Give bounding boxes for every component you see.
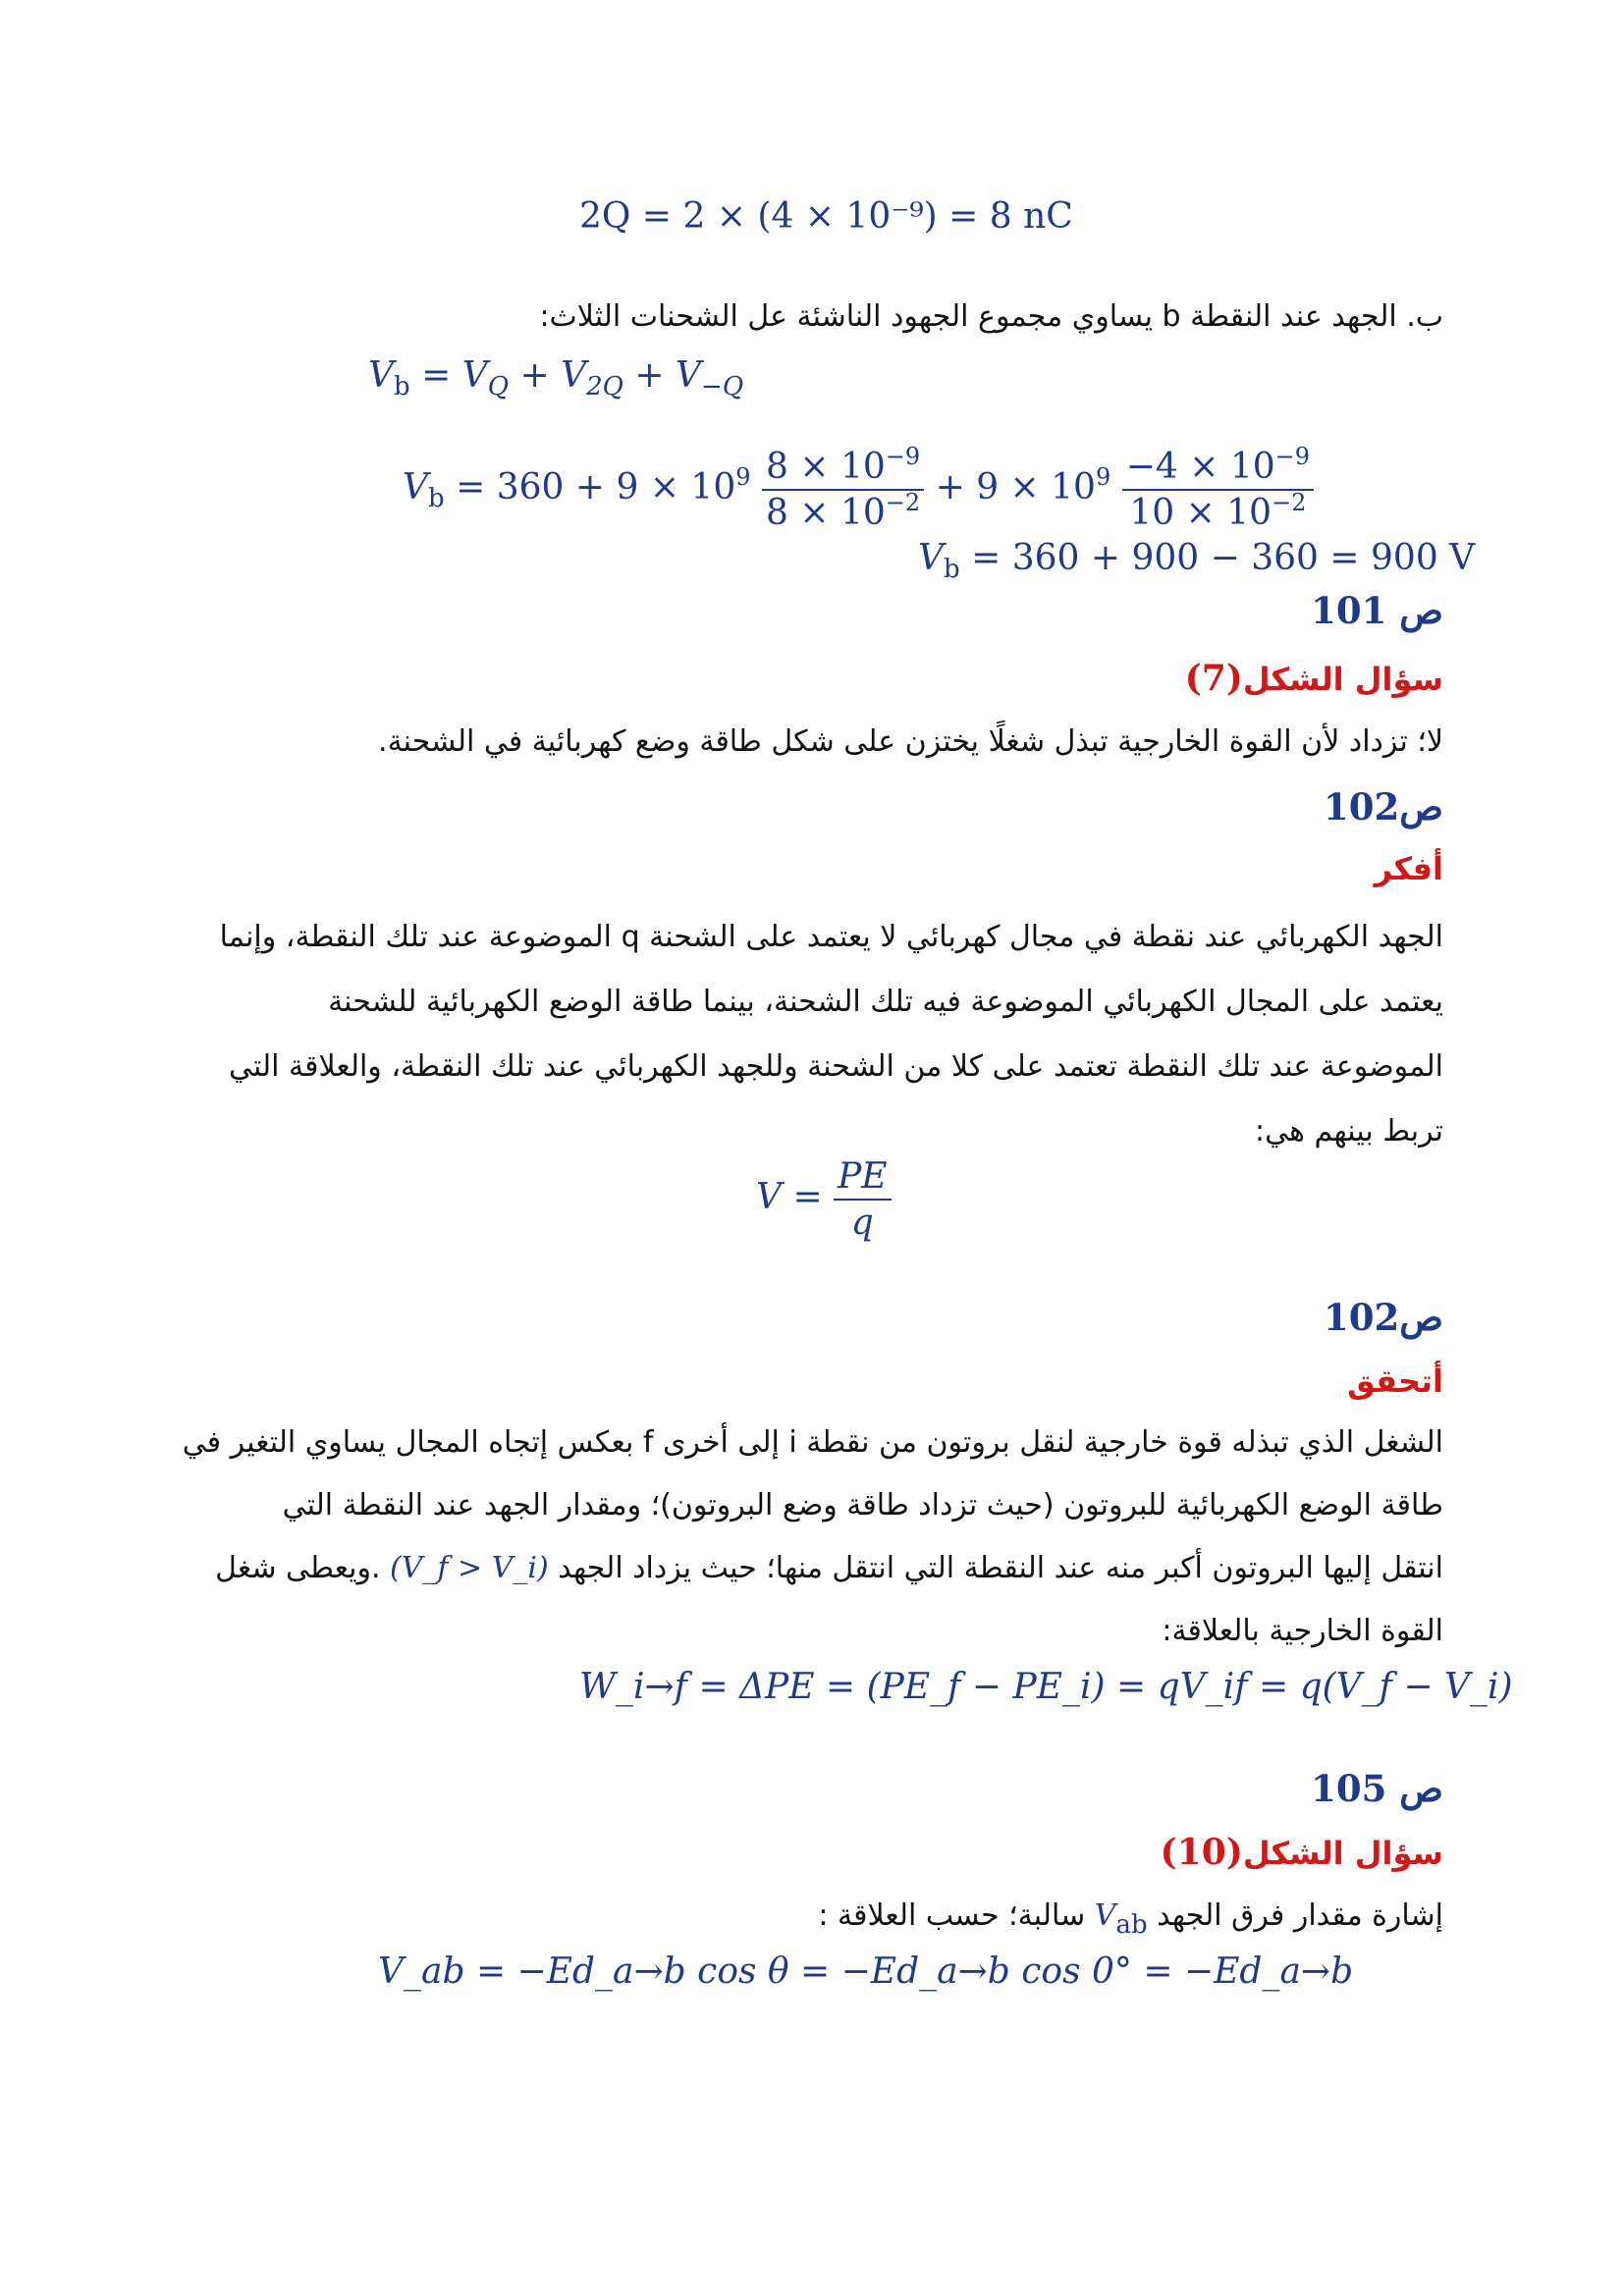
page-heading-102-think: ص102 bbox=[1324, 785, 1443, 828]
part-b-text: ب. الجهد عند النقطة b يساوي مجموع الجهود الناشئة عل الشحنات الثلاث: bbox=[539, 299, 1443, 334]
think-label: أفكر bbox=[1374, 850, 1443, 887]
page-heading-105: ص 105 bbox=[1311, 1767, 1443, 1810]
equation-potential-difference: V_ab = −Ed_a→b cos θ = −Ed_a→b cos 0° = −Ed_a→b bbox=[378, 1951, 1354, 1992]
fraction-second: $\frac{-4 \times 10^{-9}}{10 \times 10^{-2}}$ bbox=[1122, 447, 1314, 533]
page-heading-102-verify: ص102 bbox=[1324, 1296, 1443, 1339]
verify-paragraph: الشغل الذي تبذله قوة خارجية لنقل بروتون من نقطة i إلى أخرى f بعكس إتجاه المجال يساوي التغير في طاقة الوضع الكهربائية للبروتون (حيث تزداد طاقة وضع البروتون)؛ ومقدار الجهد عند النقطة التي انتقل إليها البروتون أكبر منه عند النقطة التي انتقل منها؛ حيث يزداد الجهد (V_f > V_i) .ويعطى شغل القوة الخارجية بالعلاقة: bbox=[182, 1425, 1443, 1648]
verify-label: أتحقق bbox=[1347, 1362, 1443, 1400]
equation-vb-sum: $V_b = V_Q + V_{2Q} + V_{-Q}$ bbox=[368, 355, 744, 401]
fraction-first: $\frac{8 \times 10^{-9}}{8 \times 10^{-2}}$ bbox=[762, 447, 924, 533]
equation-total-charge: 2Q = 2 × (4 × 10⁻⁹) = 8 nC bbox=[579, 196, 1073, 237]
equation-vb-numeric: $V_b = 360 + 9 \times 10^9$ $\frac{8 \times 10^{-9}}{8 \times 10^{-2}}$ + $9 \times 10^9$ $\frac{-4 \times 10^{-9}}{10 \times 10^{-2}}$ bbox=[403, 447, 1314, 533]
page-heading-101: ص 101 bbox=[1311, 589, 1443, 632]
figure-question-10-label: سؤال الشكل(10) bbox=[1160, 1832, 1443, 1873]
equation-work-energy: W_i→f = ΔPE = (PE_f − PE_i) = qV_if = q(V_f − V_i) bbox=[579, 1667, 1513, 1707]
figure-question-10-text: إشارة مقدار فرق الجهد $V_{ab}$ سالبة؛ حسب العلاقة : bbox=[818, 1898, 1443, 1940]
figure-question-7-answer: لا؛ تزداد لأن القوة الخارجية تبذل شغلًا يختزن على شكل طاقة وضع كهربائية في الشحنة. bbox=[378, 724, 1443, 759]
think-paragraph: الجهد الكهربائي عند نقطة في مجال كهربائي لا يعتمد على الشحنة q الموضوعة عند تلك النقطة، وإنما يعتمد على المجال الكهربائي الموضوعة فيه تلك الشحنة، بينما طاقة الوضع الكهربائية للشحنة الموضوعة عند تلك النقطة تعتمد على كلا من الشحنة وللجهد الكهربائي عند تلك النقطة، والعلاقة التي تربط بينهم هي: bbox=[219, 920, 1443, 1148]
equation-potential-definition: V = $\frac{PE}{q}$ bbox=[756, 1156, 892, 1243]
figure-question-7-label: سؤال الشكل(7) bbox=[1184, 658, 1443, 699]
inline-potential-inequality: (V_f > V_i) bbox=[390, 1551, 549, 1585]
equation-vb-result: $V_b = 360 + 900 - 360 = 900$ V bbox=[918, 538, 1476, 584]
